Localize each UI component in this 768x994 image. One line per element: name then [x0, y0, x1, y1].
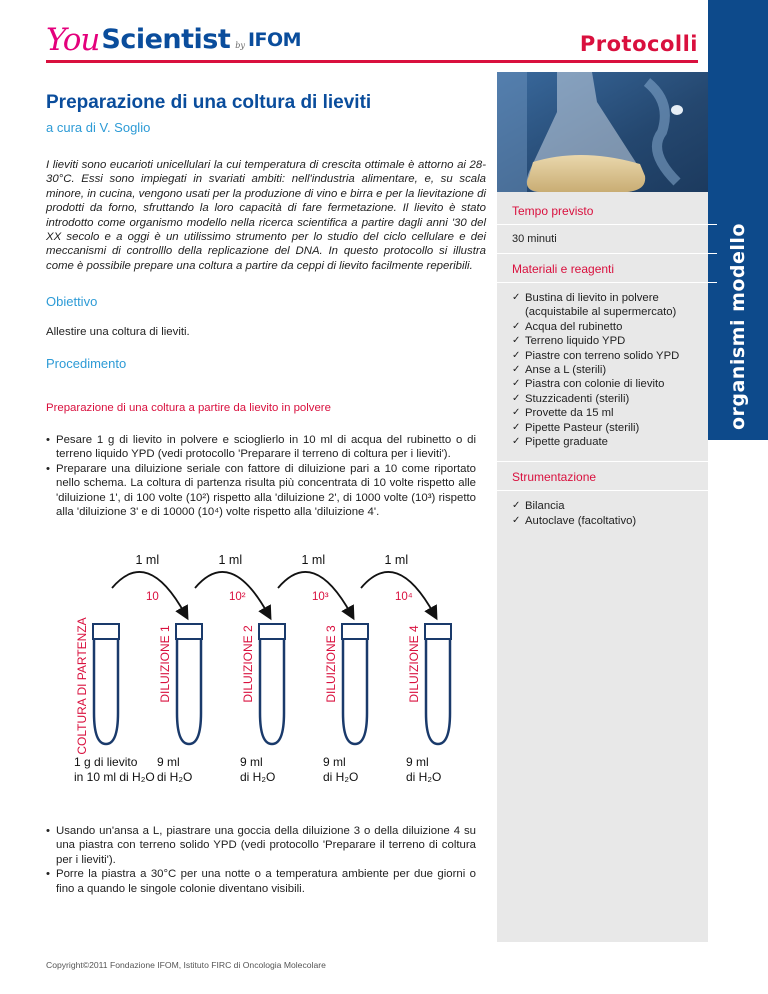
test-tube	[177, 626, 201, 744]
tube-content-line2: in 10 ml di H₂O	[74, 770, 155, 784]
test-tube	[343, 626, 367, 744]
flask-illustration	[497, 72, 708, 192]
test-tube	[260, 626, 284, 744]
tube-cap	[425, 624, 451, 639]
tube-label: DILUIZIONE 4	[407, 625, 421, 703]
procedure-steps-first	[46, 433, 476, 519]
sidebar-divider	[497, 282, 717, 283]
tube-content-line1: 9 ml	[157, 755, 180, 769]
transfer-volume: 1 ml	[135, 553, 160, 567]
flask-photo	[497, 72, 708, 192]
tube-content-line1: 9 ml	[240, 755, 263, 769]
logo-you: You	[46, 22, 100, 58]
tube-content-line2: di H₂O	[323, 770, 359, 784]
tube-cap	[176, 624, 202, 639]
tube-content-line2: di H₂O	[406, 770, 442, 784]
side-band-label-wrap	[708, 0, 768, 440]
objective-text: Allestire una coltura di lieviti.	[46, 326, 190, 338]
author: a cura di V. Soglio	[46, 120, 151, 135]
time-value: 30 minuti	[512, 233, 557, 245]
dilution-factor: 10³	[312, 591, 329, 603]
list-item: • Usando un'ansa a L, piastrare una goccia della diluizione 3 o della diluizione 4 su una piastra con terreno solido YPD (vedi protocollo 'Preparare il terreno di coltura per i lieviti').	[46, 824, 476, 867]
list-item: • Preparare una diluizione seriale con fattore di diluizione pari a 10 come riportato nello schema. La coltura di partenza risulta più concentrata di 10 volte rispetto alle 'diluizione 1', di 100 volte (10²) rispetto alla 'diluizione 2', di 1000 volte (10³) rispetto alla 'diluizione 3' e di 10000 (10⁴) volte rispetto alla 'diluizione 4'.	[46, 462, 476, 520]
list-item: ✓ Acqua del rubinetto	[512, 320, 702, 334]
tube-label: DILUIZIONE 1	[158, 625, 172, 703]
time-heading: Tempo previsto	[512, 204, 594, 218]
list-item: ✓ Autoclave (facoltativo)	[512, 514, 702, 528]
materials-list	[512, 291, 702, 449]
side-band-label: organismi modello	[727, 222, 749, 430]
dilution-factor: 10	[146, 591, 159, 603]
dilution-factor: 10²	[229, 591, 246, 603]
page-title: Preparazione di una coltura di lieviti	[46, 92, 372, 113]
list-item: ✓ Stuzzicadenti (sterili)	[512, 392, 702, 406]
tube-content-line1: 9 ml	[323, 755, 346, 769]
objective-heading: Obiettivo	[46, 294, 98, 309]
materials-heading: Materiali e reagenti	[512, 262, 615, 276]
intro-paragraph: I lieviti sono eucarioti unicellulari la cui temperatura di crescita ottimale è attorno ai 28-30°C. Essi sono impiegati in svariati ambiti: nell'industria alimentare, e, su scala minore, in cucina, vengono usati per la produzione di vino e birra e per la lievitazione di prodotti da forno, sfruttando la loro capacità di fare fermetazione. Il lievito è stato introdotto come organismo modello nella ricerca scientifica a partire dagli anni '30 del XX secolo e a oggi è un utilissimo strumento per lo studio del ciclo cellulare e dei meccanismi di controlllo della replicazione del DNA. In questo protocollo si illustra come è possibile prepare una coltura a partire da ceppi di lievito facilmente reperibili.	[46, 159, 486, 272]
list-item: ✓ Terreno liquido YPD	[512, 334, 702, 348]
procedure-heading: Procedimento	[46, 356, 127, 371]
list-item: • Porre la piastra a 30°C per una notte o a temperatura ambiente per due giorni o fino a quando le singole colonie diventano visibili.	[46, 867, 476, 896]
logo	[46, 18, 301, 58]
list-item: ✓ Bilancia	[512, 499, 702, 513]
instruments-list	[512, 499, 702, 528]
logo-ifom: IFOM	[247, 29, 302, 51]
tube-label: COLTURA DI PARTENZA	[75, 617, 89, 755]
dilution-diagram	[46, 548, 496, 788]
tube-label: DILUIZIONE 3	[324, 625, 338, 703]
instruments-heading: Strumentazione	[512, 470, 597, 485]
tube-content-line1: 9 ml	[406, 755, 429, 769]
sidebar-content	[512, 204, 702, 540]
transfer-volume: 1 ml	[384, 553, 409, 567]
list-item: ✓ Piastra con colonie di lievito	[512, 377, 702, 391]
transfer-volume: 1 ml	[301, 553, 326, 567]
copyright: Copyright©2011 Fondazione IFOM, Istituto FIRC di Oncologia Molecolare	[46, 960, 326, 970]
list-item: ✓ Bustina di lievito in polvere (acquistabile al supermercato)	[512, 291, 702, 320]
sidebar-divider	[497, 490, 717, 491]
list-item: ✓ Piastre con terreno solido YPD	[512, 349, 702, 363]
procedure-steps-second	[46, 824, 476, 896]
transfer-volume: 1 ml	[218, 553, 243, 567]
tube-cap	[259, 624, 285, 639]
logo-by: by	[235, 41, 245, 50]
list-item: ✓ Provette da 15 ml	[512, 406, 702, 420]
tube-content-line1: 1 g di lievito	[74, 755, 138, 769]
section-title: Protocolli	[579, 32, 698, 56]
tube-cap	[93, 624, 119, 639]
list-item: ✓ Pipette graduate	[512, 435, 702, 449]
sidebar-divider	[497, 224, 717, 225]
tube-label: DILUIZIONE 2	[241, 625, 255, 703]
header-divider	[46, 60, 698, 63]
procedure-subheading: Preparazione di una coltura a partire da lievito in polvere	[46, 402, 331, 414]
tube-cap	[342, 624, 368, 639]
list-item: ✓ Pipette Pasteur (sterili)	[512, 421, 702, 435]
tube-content-line2: di H₂O	[240, 770, 276, 784]
sidebar-divider	[497, 461, 717, 462]
test-tube	[94, 626, 118, 744]
list-item: ✓ Anse a L (sterili)	[512, 363, 702, 377]
dilution-factor: 10⁴	[395, 591, 413, 603]
sidebar-divider	[497, 253, 717, 254]
list-item: • Pesare 1 g di lievito in polvere e scioglierlo in 10 ml di acqua del rubinetto o di terreno liquido YPD (vedi protocollo 'Preparare il terreno di coltura per i lieviti').	[46, 433, 476, 462]
logo-scientist: Scientist	[101, 24, 231, 55]
tube-content-line2: di H₂O	[157, 770, 193, 784]
test-tube	[426, 626, 450, 744]
dilution-svg	[46, 548, 496, 788]
